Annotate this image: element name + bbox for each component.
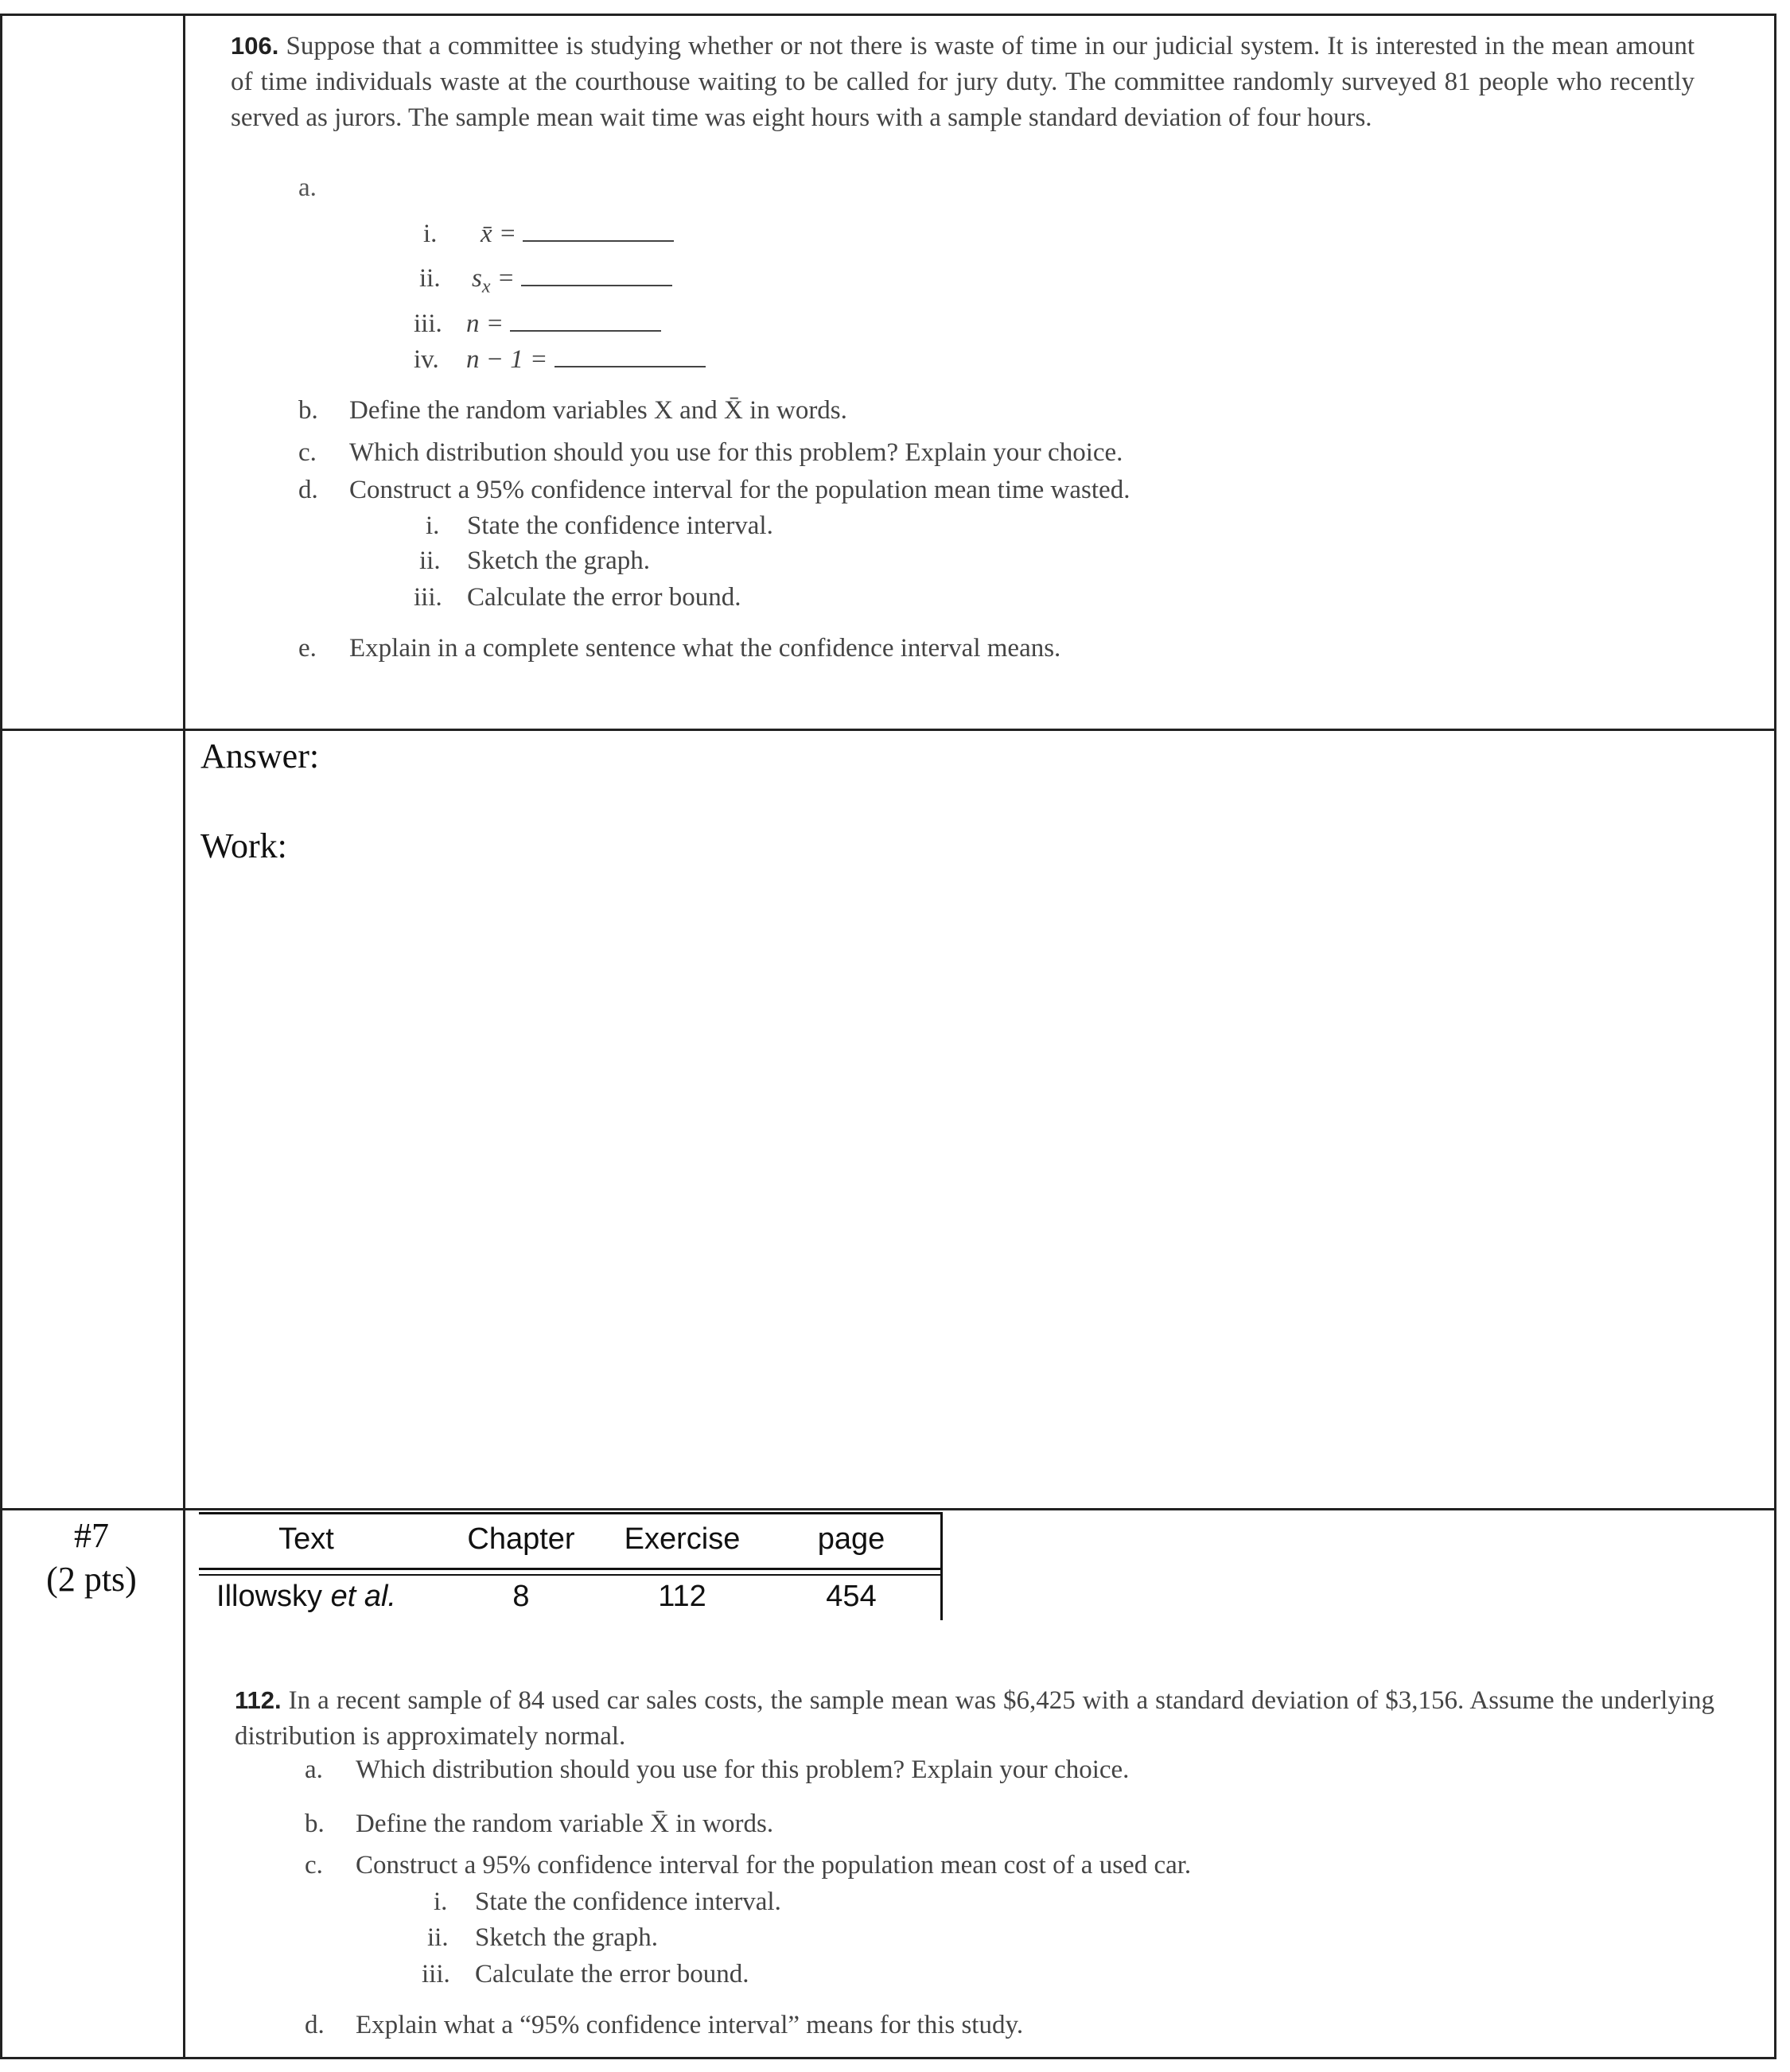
right-border — [1774, 14, 1776, 2059]
cell-page: 454 — [826, 1580, 877, 1613]
blank-field[interactable] — [521, 285, 672, 286]
header-exercise: Exercise — [624, 1522, 741, 1556]
p112-part-c-item-1: i. State the confidence interval. — [434, 1887, 781, 1916]
part-a-item-1: i. x̄ = — [423, 220, 674, 249]
p112-part-a: a. Which distribution should you use for this problem? Explain your choice. — [305, 1755, 1130, 1784]
part-d-item-2: ii. Sketch the graph. — [419, 546, 651, 575]
item-points: (2 pts) — [46, 1560, 137, 1599]
part-d-item-3: iii. Calculate the error bound. — [414, 583, 741, 612]
part-d-item-1: i. State the confidence interval. — [426, 511, 773, 540]
item-number: #7 — [74, 1516, 109, 1555]
part-b: b. Define the random variables X and X̄ in words. — [298, 396, 847, 425]
part-c: c. Which distribution should you use for this problem? Explain your choice. — [298, 438, 1123, 467]
answer-work-area[interactable] — [191, 875, 1766, 1495]
table-header-rule — [199, 1568, 943, 1570]
problem-106-body: Suppose that a committee is studying whether or not there is waste of time in our judicial system. It is interested in the mean amount of time individuals waste at the courthouse waiting to be called for jury duty. The committee randomly surveyed 81 people who recently served as jurors. The sample mean wait time was eight hours with a sample standard deviation of four hours. — [231, 32, 1695, 132]
cell-text: Illowsky et al. — [216, 1580, 396, 1613]
row-divider-1 — [0, 729, 1776, 731]
problem-106-number: 106. — [231, 32, 279, 60]
problem-112-number: 112. — [235, 1686, 282, 1714]
row-divider-2 — [0, 1508, 1776, 1510]
part-a-label: a. — [298, 173, 317, 202]
left-column-divider — [183, 14, 185, 2059]
problem-106-text — [231, 28, 1695, 136]
part-a-item-3: iii. n = — [414, 309, 661, 339]
problem-112-text — [235, 1682, 1714, 1755]
part-a-item-2: ii. $s_x$ = — [419, 264, 672, 298]
header-text: Text — [278, 1522, 334, 1556]
cell-chapter: 8 — [512, 1580, 530, 1613]
p112-part-c-item-3: iii. Calculate the error bound. — [422, 1960, 749, 1988]
cell-exercise: 112 — [658, 1580, 706, 1613]
part-e: e. Explain in a complete sentence what the confidence interval means. — [298, 634, 1061, 663]
table-top-rule — [199, 1512, 943, 1514]
p112-part-d: d. Explain what a “95% confidence interval” means for this study. — [305, 2011, 1024, 2039]
table-right-rule — [940, 1512, 943, 1620]
p112-part-c-item-2: ii. Sketch the graph. — [427, 1923, 659, 1952]
work-label: Work: — [200, 826, 287, 865]
part-d: d. Construct a 95% confidence interval for the population mean time wasted. — [298, 476, 1130, 504]
blank-field[interactable] — [523, 240, 674, 242]
blank-field[interactable] — [510, 330, 661, 332]
answer-label: Answer: — [200, 737, 320, 776]
p112-part-c: c. Construct a 95% confidence interval for the population mean cost of a used car. — [305, 1851, 1192, 1880]
header-page: page — [817, 1522, 885, 1556]
table-header-rule-thin — [199, 1574, 943, 1576]
p112-part-b: b. Define the random variable X̄ in words. — [305, 1810, 774, 1838]
sx-expr: $s_x$ = — [472, 264, 516, 297]
blank-field[interactable] — [555, 366, 706, 367]
part-a-item-4: iv. n − 1 = — [414, 345, 706, 375]
header-chapter: Chapter — [467, 1522, 575, 1556]
problem-112-body: In a recent sample of 84 used car sales costs, the sample mean was $6,425 with a standard deviation of $3,156. Assume the underlying distribution is approximately normal. — [235, 1686, 1714, 1751]
